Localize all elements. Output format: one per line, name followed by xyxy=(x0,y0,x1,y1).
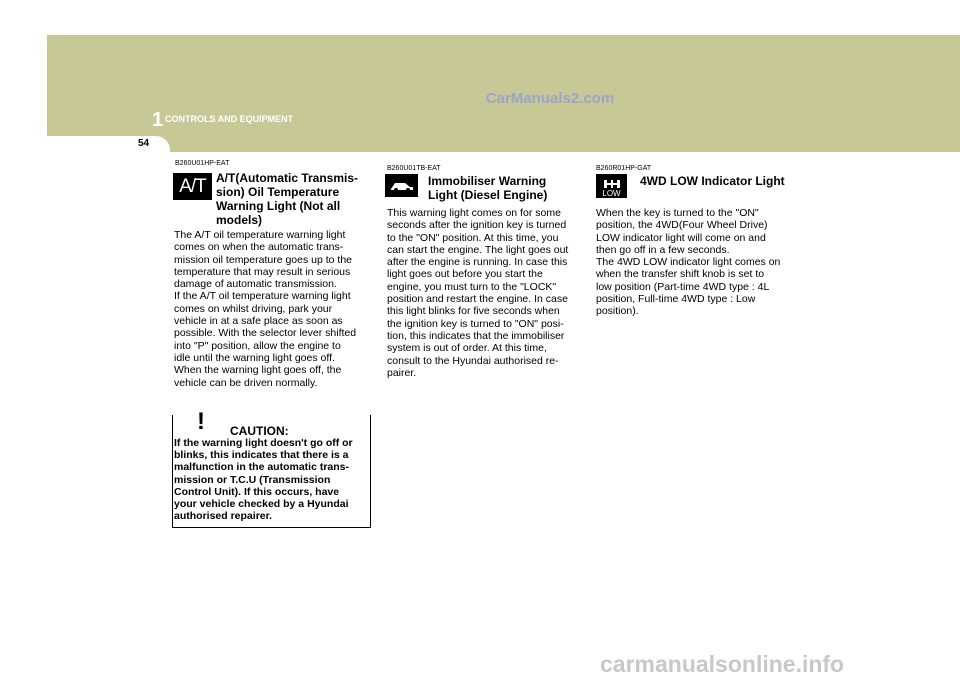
site-link[interactable]: CarManuals2.com xyxy=(485,90,615,107)
page-tab xyxy=(114,136,960,152)
immobiliser-icon xyxy=(385,174,418,197)
at-warning-icon: A/T xyxy=(173,173,212,200)
chapter-number: 1 xyxy=(152,109,164,131)
section-code: B260U01TB-EAT xyxy=(387,165,441,172)
page-number: 54 xyxy=(138,138,150,149)
section-body: This warning light comes on for some seconds after the ignition key is turned to the "ON" position. At this time, you can start the engine. The light goes out after the engine is running. In case this light goes out before you start the engine, you must turn to the "LOCK" position and restart the engine. In case this light blinks for five seconds when the ignition key is turned to "ON" posi- tion, this indicates that the immobiliser system is out of order. At this time, consult to the Hyundai authorised re- pairer. xyxy=(387,207,569,379)
caution-text: If the warning light doesn't go off or blinks, this indicates that there is a malfunction in the automatic trans- mission or T.C.U (Transmission Control Unit). If this occurs, have your vehicle checked by a Hyundai authorised repairer. xyxy=(174,437,353,523)
section-heading: 4WD LOW Indicator Light xyxy=(640,174,785,188)
car-key-icon xyxy=(388,178,416,194)
drivetrain-icon xyxy=(602,179,622,189)
warning-triangle-icon xyxy=(186,404,216,434)
section-code: B260R01HP-GAT xyxy=(596,165,652,172)
low-label: LOW xyxy=(602,189,621,198)
svg-text:!: ! xyxy=(197,408,205,434)
section-heading: Immobiliser Warning Light (Diesel Engine) xyxy=(428,174,548,202)
caution-title: CAUTION: xyxy=(230,424,289,438)
footer-site[interactable]: carmanualsonline.info xyxy=(600,651,845,677)
4wd-low-icon xyxy=(596,174,627,198)
section-code: B260U01HP-EAT xyxy=(175,160,230,167)
section-body: The A/T oil temperature warning light comes on when the automatic trans- mission oil temperature goes up to the temperature that may result in serious damage of automatic transmission. If the A/T oil temperature warning light comes on whilst driving, park your vehicle in at a safe place as soon as possible. With the selector lever shifted into "P" position, allow the engine to idle until the warning light goes off. When the warning light goes off, the vehicle can be driven normally. xyxy=(174,229,357,389)
section-body: When the key is turned to the "ON" position, the 4WD(Four Wheel Drive) LOW indicator light will come on and then go off in a few seconds. The 4WD LOW indicator light comes on when the transfer shift knob is set to low position (Part-time 4WD type : 4L position, Full-time 4WD type : Low position). xyxy=(596,207,781,318)
chapter-title: CONTROLS AND EQUIPMENT xyxy=(165,114,294,124)
section-heading: A/T(Automatic Transmis- sion) Oil Temperature Warning Light (Not all models) xyxy=(216,171,359,227)
